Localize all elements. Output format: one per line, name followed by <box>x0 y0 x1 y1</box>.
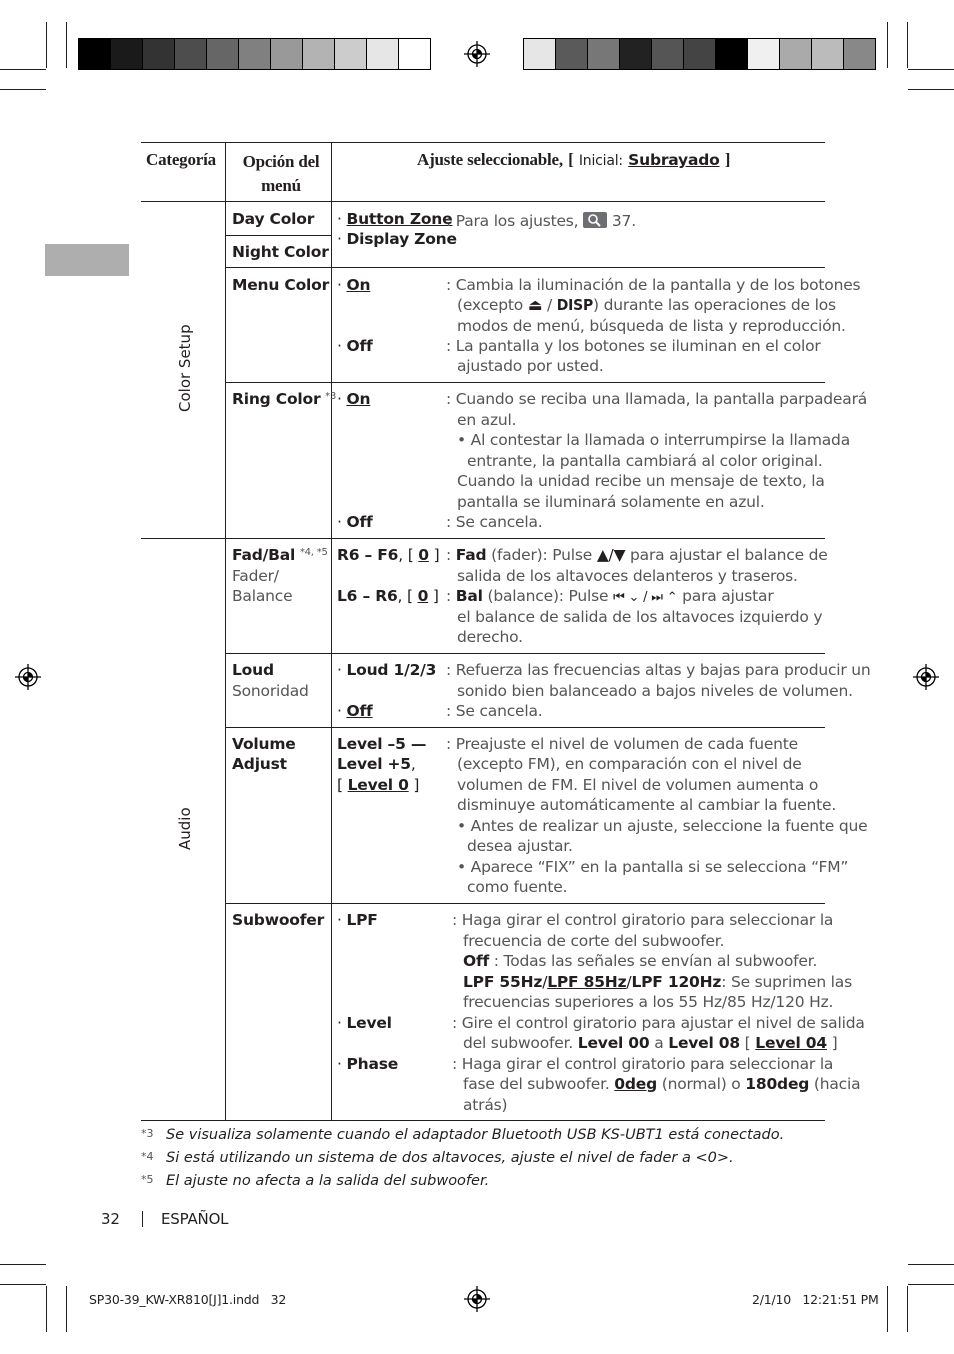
menu-off-desc: ajustado por usted. <box>457 357 604 375</box>
level-desc: : Gire el control giratorio para ajustar el nivel de salida <box>452 1014 865 1032</box>
volume-desc: • Antes de realizar un ajuste, seleccione la fuente que <box>457 817 868 835</box>
option-volume-adjust: Volume <box>232 735 296 753</box>
crop-mark <box>46 22 47 68</box>
option-fad-bal-sub: Fader/ <box>232 567 279 585</box>
volume-desc: volumen de FM. El nivel de volumen aumenta o <box>457 776 819 794</box>
zone-description: : Para los ajustes, 37. <box>446 212 636 230</box>
menu-on-desc: : Cambia la iluminación de la pantalla y de los botones <box>446 276 861 294</box>
category-audio: Audio <box>176 807 194 850</box>
setting-lpf: · LPF <box>337 911 378 929</box>
crop-mark <box>908 69 954 70</box>
header-option: Opción del menú <box>242 152 320 195</box>
setting-volume-range: Level –5 — <box>337 735 427 753</box>
phase-desc: : Haga girar el control giratorio para seleccionar la <box>452 1055 834 1073</box>
crop-mark <box>908 89 954 90</box>
fad-desc: salida de los altavoces delanteros y traseros. <box>457 567 798 585</box>
category-color-setup: Color Setup <box>176 324 194 412</box>
crop-mark <box>887 22 888 68</box>
option-subwoofer: Subwoofer <box>232 911 325 929</box>
ring-on-desc: entrante, la pantalla cambiará al color original. <box>467 452 823 470</box>
crop-mark <box>0 69 46 70</box>
bal-desc: el balance de salida de los altavoces izquierdo y <box>457 608 823 626</box>
bal-desc: derecho. <box>457 628 523 646</box>
crop-mark <box>907 22 908 68</box>
up-down-arrow-icon: ▲/▼ <box>596 546 626 564</box>
setting-loud: · Loud 1/2/3 <box>337 661 437 679</box>
menu-off-desc: : La pantalla y los botones se iluminan en el color <box>446 337 821 355</box>
crop-mark <box>46 1286 47 1332</box>
footnote-text: Se visualiza solamente cuando el adaptador Bluetooth USB KS-UBT1 está conectado. <box>166 1127 785 1143</box>
option-ring-color: Ring Color $^{*3}$ <box>232 390 337 408</box>
footnote-mark: *5 <box>141 1173 154 1186</box>
option-volume-adjust: Adjust <box>232 755 287 773</box>
level-desc: del subwoofer. Level 00 a Level 08 [ Level 04 ] <box>463 1034 838 1052</box>
setting-menu-off: · Off <box>337 337 373 355</box>
setting-display-zone: · Display Zone <box>337 230 457 248</box>
crop-mark <box>907 1286 908 1332</box>
registration-mark-icon <box>464 41 490 67</box>
crop-mark <box>0 89 46 90</box>
volume-desc: (excepto FM), en comparación con el nivel de <box>457 755 802 773</box>
ring-off-desc: : Se cancela. <box>446 513 543 531</box>
option-menu-color: Menu Color <box>232 276 330 294</box>
setting-ring-off: · Off <box>337 513 373 531</box>
registration-mark-icon <box>15 664 41 690</box>
footnote-mark: *3 <box>141 1127 154 1140</box>
ring-on-desc: • Al contestar la llamada o interrumpirse la llamada <box>457 431 850 449</box>
option-loud-sub: Sonoridad <box>232 682 309 700</box>
registration-mark-icon <box>464 1286 490 1312</box>
setting-loud-off: · Off <box>337 702 373 720</box>
print-date: 2/1/10 12:21:51 PM <box>752 1292 879 1307</box>
crop-mark <box>908 1264 954 1265</box>
setting-phase: · Phase <box>337 1055 399 1073</box>
crop-mark <box>0 1264 46 1265</box>
setting-fad-range: R6 – F6, [ 0 ] <box>337 546 440 564</box>
option-fad-bal: Fad/Bal $^{*4, *5}$ <box>232 546 328 564</box>
crop-mark <box>0 1284 46 1285</box>
option-fad-bal-sub: Balance <box>232 587 293 605</box>
loud-desc: : Refuerza las frecuencias altas y bajas para producir un <box>446 661 871 679</box>
setting-button-zone: · Button Zone <box>337 210 453 228</box>
ring-on-desc: en azul. <box>457 411 517 429</box>
volume-desc: : Preajuste el nivel de volumen de cada fuente <box>446 735 798 753</box>
eject-icon: ⏏ <box>527 296 543 314</box>
prev-next-icon: ⏮ ⌄ / ⏭ ⌃ <box>613 590 678 605</box>
page-number: 32 <box>101 1210 120 1228</box>
lpf-options-desc: frecuencias superiores a los 55 Hz/85 Hz/120 Hz. <box>463 993 834 1011</box>
page-language: ESPAÑOL <box>161 1210 229 1228</box>
setting-menu-on: · On <box>337 276 371 294</box>
crop-mark <box>66 22 67 68</box>
phase-desc: atrás) <box>463 1096 508 1114</box>
setting-volume-init: [ Level 0 ] <box>337 776 420 794</box>
crop-mark <box>908 1284 954 1285</box>
setting-volume-range: Level +5, <box>337 755 416 773</box>
fad-desc: : Fad (fader): Pulse ▲/▼ para ajustar el balance de <box>446 546 828 564</box>
footer-divider <box>142 1211 143 1227</box>
volume-desc: desea ajustar. <box>467 837 573 855</box>
ring-on-desc: pantalla se iluminará solamente en azul. <box>457 493 765 511</box>
registration-mark-icon <box>913 664 939 690</box>
loud-off-desc: : Se cancela. <box>446 702 543 720</box>
crop-mark <box>887 1286 888 1332</box>
volume-desc: como fuente. <box>467 878 568 896</box>
search-page-icon <box>583 212 607 228</box>
option-night-color: Night Color <box>232 243 329 261</box>
file-info: SP30-39_KW-XR810[J]1.indd 32 <box>89 1292 287 1307</box>
loud-desc: sonido bien balanceado a bajos niveles de volumen. <box>457 682 853 700</box>
footnote-text: Si está utilizando un sistema de dos altavoces, ajuste el nivel de fader a <0>. <box>166 1150 734 1166</box>
lpf-options-desc: LPF 55Hz/LPF 85Hz/LPF 120Hz: Se suprimen las <box>463 973 852 991</box>
setting-level: · Level <box>337 1014 392 1032</box>
lpf-desc: frecuencia de corte del subwoofer. <box>463 932 725 950</box>
phase-desc: fase del subwoofer. 0deg (normal) o 180deg (hacia <box>463 1075 861 1093</box>
setting-ring-on: · On <box>337 390 371 408</box>
ring-on-desc: : Cuando se reciba una llamada, la pantalla parpadeará <box>446 390 868 408</box>
footnote-text: El ajuste no afecta a la salida del subwoofer. <box>166 1173 490 1189</box>
menu-on-desc: modos de menú, búsqueda de lista y reproducción. <box>457 317 846 335</box>
footnote-mark: *4 <box>141 1150 154 1163</box>
option-day-color: Day Color <box>232 210 315 228</box>
volume-desc: • Aparece “FIX” en la pantalla si se selecciona “FM” <box>457 858 849 876</box>
section-tab <box>45 244 129 276</box>
lpf-desc: : Haga girar el control giratorio para seleccionar la <box>452 911 834 929</box>
ring-on-desc: Cuando la unidad recibe un mensaje de texto, la <box>457 472 825 490</box>
setting-bal-range: L6 – R6, [ 0 ] <box>337 587 439 605</box>
crop-mark <box>66 1286 67 1332</box>
volume-desc: disminuye automáticamente al cambiar la fuente. <box>457 796 837 814</box>
option-loud: Loud <box>232 661 274 679</box>
header-category: Categoría <box>146 150 216 169</box>
bal-desc: : Bal (balance): Pulse ⏮ ⌄ / ⏭ ⌃ para ajustar <box>446 587 774 605</box>
header-settings: Ajuste seleccionable, [ Inicial: Subrayado ] <box>417 150 731 169</box>
lpf-off-desc: Off : Todas las señales se envían al subwoofer. <box>463 952 818 970</box>
menu-on-desc: (excepto ⏏ / DISP) durante las operaciones de los <box>457 296 836 314</box>
